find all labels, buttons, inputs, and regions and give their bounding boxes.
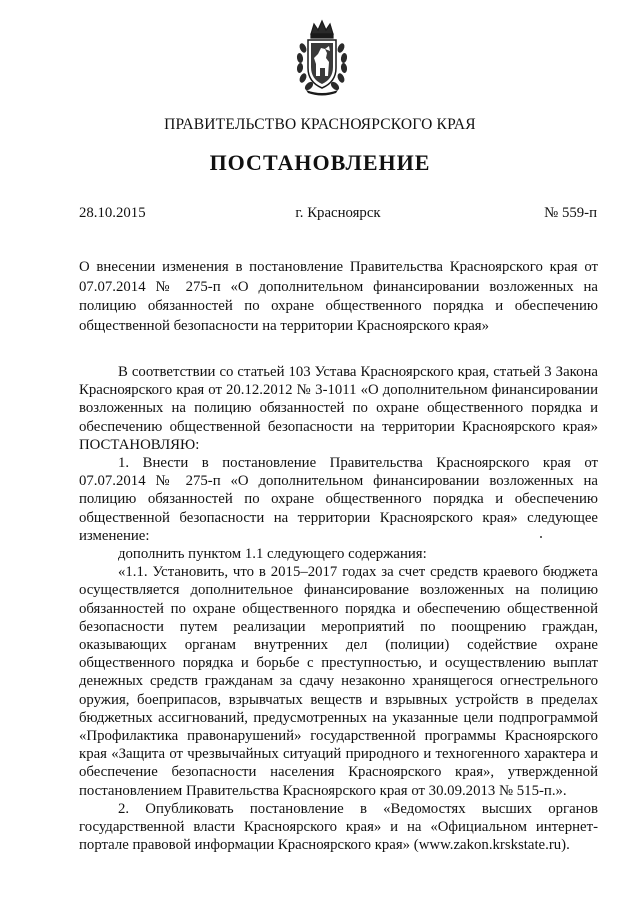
document-city: г. Красноярск <box>295 205 381 221</box>
document-subject: О внесении изменения в постановление Правительства Красноярского края от 07.07.2014 № 275-п «О дополнительном финансировании возложенных на полицию обязанностей по охране общественного порядка и обеспечению общественной безопасности на территории Красноярского края» <box>79 259 598 334</box>
document-date: 28.10.2015 <box>79 205 146 221</box>
preamble-paragraph: В соответствии со статьей 103 Устава Красноярского края, статьей 3 Закона Красноярского края от 20.12.2012 № 3-1011 «О дополнительном финансировании возложенных на полицию обязанностей по охране общественного порядка и обеспечению общественной безопасности на территории Красноярского края» ПОСТАНОВЛЯЮ: <box>79 364 598 453</box>
organization-name: ПРАВИТЕЛЬСТВО КРАСНОЯРСКОГО КРАЯ <box>164 116 476 133</box>
document-type-title: ПОСТАНОВЛЕНИЕ <box>209 150 431 175</box>
document-body <box>79 363 598 854</box>
document-number: № 559-п <box>544 205 597 221</box>
item-1-1-paragraph: «1.1. Установить, что в 2015–2017 годах за счет средств краевого бюджета осуществляется дополнительное финансирование возложенных на полицию обязанностей по охране общественного порядка и обеспечению общественной безопасности путем реализации мероприятий по поощрению граждан, оказывающих органам внутренних дел (полиции) содействие охране общественного порядка и борьбе с преступностью, и осуществлению выплат денежных средств гражданам за сдачу незаконно хранящегося огнестрельного оружия, боеприпасов, взрывчатых веществ и взрывных устройств в пределах бюджетных ассигнований, предусмотренных на указанные цели подпрограммой «Профилактика правонарушений» государственной программы Красноярского края «Защита от чрезвычайных ситуаций природного и техногенного характера и обеспечение безопасности населения Красноярского края», утвержденной постановлением Правительства Красноярского края от 30.09.2013 № 515-п.». <box>79 564 598 799</box>
item-2-paragraph: 2. Опубликовать постановление в «Ведомостях высших органов государственной власти Красноярского края» и на «Официальном интернет-портале правовой информации Красноярского края» (www.zakon.krskstate.ru). <box>79 800 598 854</box>
item-1-paragraph: 1. Внести в постановление Правительства Красноярского края от 07.07.2014 № 275-п «О дополнительном финансировании возложенных на полицию обязанностей по охране общественного порядка и обеспечению общественной безопасности на территории Красноярского края» следующее изменение: <box>79 455 598 544</box>
document-meta-row <box>79 205 597 225</box>
coat-of-arms-icon <box>294 18 350 96</box>
scan-speck <box>540 536 542 538</box>
item-1-intro-paragraph: дополнить пунктом 1.1 следующего содержания: <box>118 546 427 563</box>
